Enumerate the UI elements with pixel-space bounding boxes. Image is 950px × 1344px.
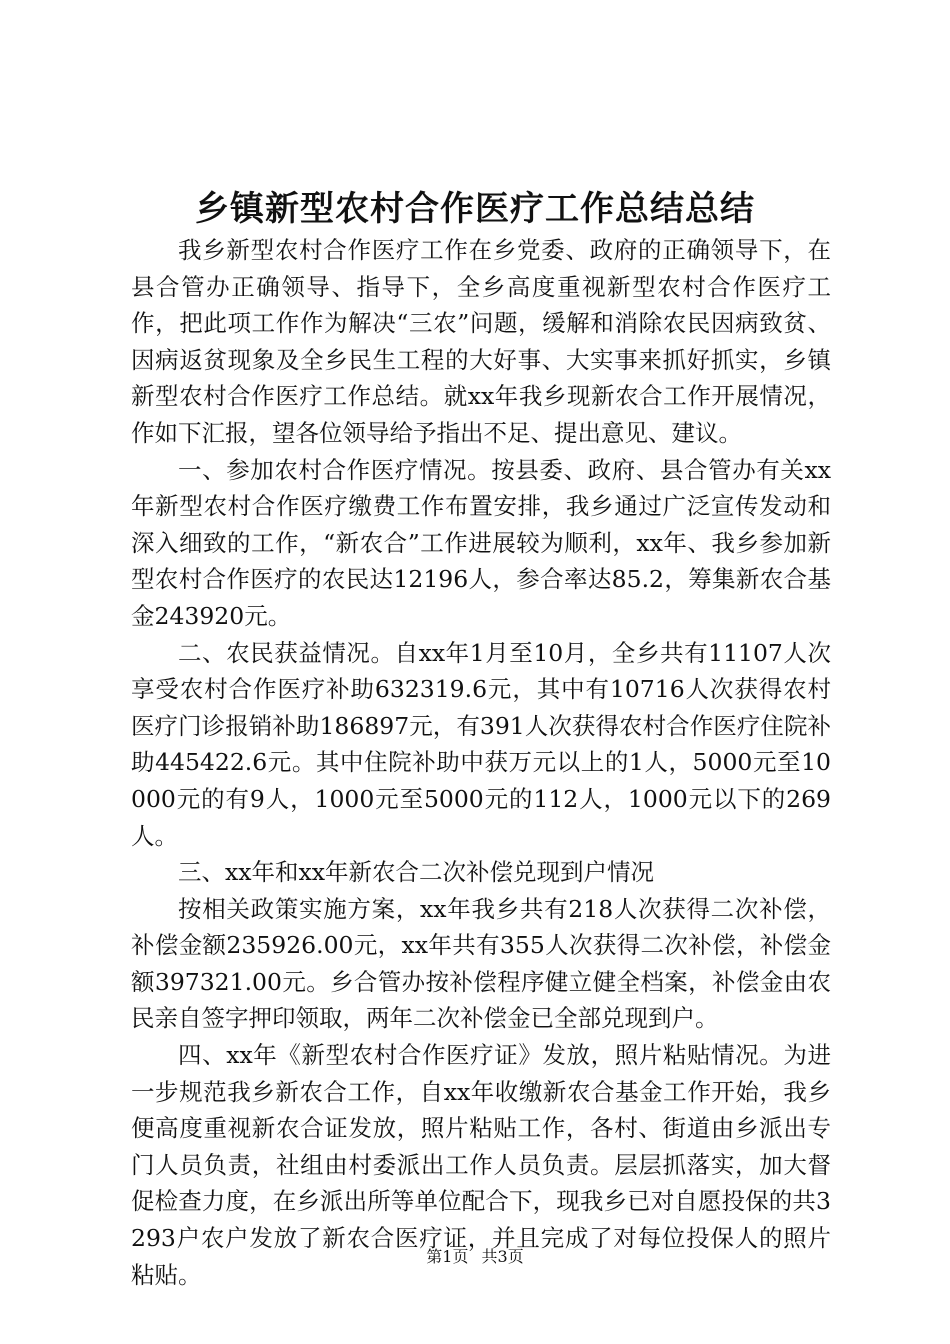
document-title: 乡镇新型农村合作医疗工作总结总结 [195, 189, 755, 229]
page-count: 共3页 [481, 1247, 524, 1266]
paragraph-section-1: 一、参加农村合作医疗情况。按县委、政府、县合管办有关xx年新型农村合作医疗缴费工作布置安排，我乡通过广泛宣传发动和深入细致的工作，“新农合”工作进展较为顺利，xx年、我乡参加新型农村合作医疗的农民达12196人，参合率达85.2，筹集新农合基金243920元。 [131, 455, 831, 630]
paragraph-section-3-body: 按相关政策实施方案，xx年我乡共有218人次获得二次补偿，补偿金额235926.00元，xx年共有355人次获得二次补偿，补偿金额397321.00元。乡合管办按补偿程序健立健全档案，补偿金由农民亲自签字押印领取，两年二次补偿金已全部兑现到户。 [131, 894, 831, 1033]
page-number: 第1页 [426, 1247, 469, 1266]
page-footer [0, 1246, 950, 1268]
paragraph-section-2: 二、农民获益情况。自xx年1月至10月，全乡共有11107人次享受农村合作医疗补助632319.6元，其中有10716人次获得农村医疗门诊报销补助186897元，有391人次获得农村合作医疗住院补助445422.6元。其中住院补助中获万元以上的1人，5000元至10000元的有9人，1000元至5000元的112人，1000元以下的269人。 [131, 638, 831, 850]
paragraph-section-3-heading: 三、xx年和xx年新农合二次补偿兑现到户情况 [178, 858, 655, 887]
paragraph-intro: 我乡新型农村合作医疗工作在乡党委、政府的正确领导下，在县合管办正确领导、指导下，全乡高度重视新型农村合作医疗工作，把此项工作作为解决“三农”问题，缓解和消除农民因病致贫、因病返贫现象及全乡民生工程的大好事、大实事来抓好抓实，乡镇新型农村合作医疗工作总结。就xx年我乡现新农合工作开展情况，作如下汇报，望各位领导给予指出不足、提出意见、建议。 [131, 236, 831, 447]
document-body [131, 232, 831, 1293]
paragraph-section-4: 四、xx年《新型农村合作医疗证》发放，照片粘贴情况。为进一步规范我乡新农合工作，自xx年收缴新农合基金工作开始，我乡便高度重视新农合证发放，照片粘贴工作，各村、街道由乡派出专门人员负责，社组由村委派出工作人员负责。层层抓落实，加大督促检查力度，在乡派出所等单位配合下，现我乡已对自愿投保的共3293户农户发放了新农合医疗证，并且完成了对每位投保人的照片粘贴。 [131, 1041, 831, 1289]
